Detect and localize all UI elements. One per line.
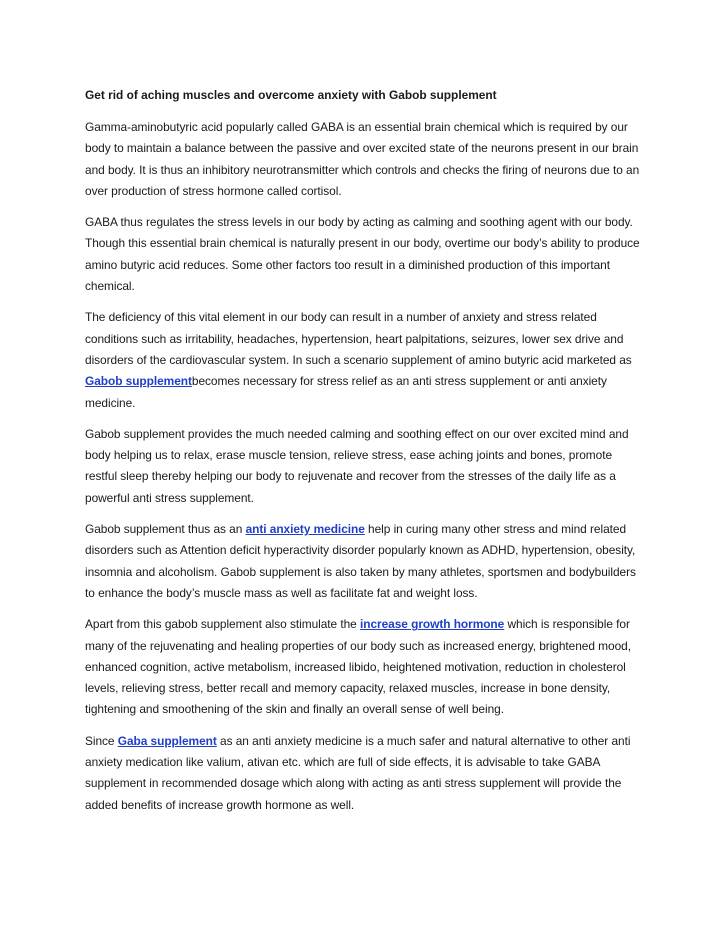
paragraph-gaba-intro <box>85 117 642 202</box>
paragraph-text: which is responsible for many of the rejuvenating and healing properties of our body such as increased energy, brightened mood, enhanced cognition, active metabolism, increased libido, heightened motivation, reduction in cholesterol levels, relieving stress, better recall and memory capacity, relaxed muscles, increase in bone density, tightening and smoothening of the skin and finally an overall sense of well being. <box>85 617 631 717</box>
paragraph-text: Since <box>85 733 118 748</box>
paragraph-disorders <box>85 519 642 604</box>
anti-anxiety-medicine-link[interactable]: anti anxiety medicine <box>245 522 365 537</box>
paragraph-text: Gabob supplement provides the much needed calming and soothing effect on our over excited mind and body helping us to relax, erase muscle tension, relieve stress, ease aching joints and bones, promote restful sleep thereby helping our body to rejuvenate and recover from the stresses of the daily life as a powerful anti stress supplement. <box>85 426 629 505</box>
paragraph-text: Gamma-aminobutyric acid popularly called GABA is an essential brain chemical which is required by our body to maintain a balance between the passive and over excited state of the neurons present in our brain and body. It is thus an inhibitory neurotransmitter which controls and checks the firing of neurons due to an over production of stress hormone called cortisol. <box>85 120 640 198</box>
paragraph-text: help in curing many other stress and mind related disorders such as Attention deficit hyperactivity disorder popularly known as ADHD, hypertension, obesity, insomnia and alcoholism. Gabob supplement is also taken by many athletes, sportsmen and bodybuilders to enhance the body’s muscle mass as well as facilitate fat and weight loss. <box>85 522 636 600</box>
paragraph-safer-alternative <box>85 731 642 816</box>
increase-growth-hormone-link[interactable]: increase growth hormone <box>360 617 505 632</box>
paragraph-growth-hormone <box>85 614 642 720</box>
paragraph-text: The deficiency of this vital element in our body can result in a number of anxiety and stress related conditions such as irritability, headaches, hypertension, heart palpitations, seizures, lower sex drive and disorders of the cardiovascular system. In such a scenario supplement of amino butyric acid marketed as <box>85 310 632 367</box>
paragraph-text: GABA thus regulates the stress levels in our body by acting as calming and soothing agent with our body. Though this essential brain chemical is naturally present in our body, overtime our body’s ability to produce amino butyric acid reduces. Some other factors too result in a diminished production of this important chemical. <box>85 215 640 294</box>
paragraph-text: becomes necessary for stress relief as an anti stress supplement or anti anxiety medicine. <box>85 374 607 410</box>
document-title: Get rid of aching muscles and overcome anxiety with Gabob supplement <box>85 88 497 102</box>
paragraph-text: as an anti anxiety medicine is a much safer and natural alternative to other anti anxiety medication like valium, ativan etc. which are full of side effects, it is advisable to take GABA supplement in recommended dosage which along with acting as anti stress supplement will provide the added benefits of increase growth hormone as well. <box>85 733 631 812</box>
paragraph-calming-effect <box>85 424 642 509</box>
paragraph-text: Apart from this gabob supplement also stimulate the <box>85 617 360 632</box>
gaba-supplement-link[interactable]: Gaba supplement <box>117 733 217 748</box>
paragraph-deficiency <box>85 307 642 413</box>
paragraph-text: Gabob supplement thus as an <box>85 522 246 537</box>
paragraph-gaba-regulation <box>85 212 642 297</box>
gabob-supplement-link[interactable]: Gabob supplement <box>85 374 192 389</box>
